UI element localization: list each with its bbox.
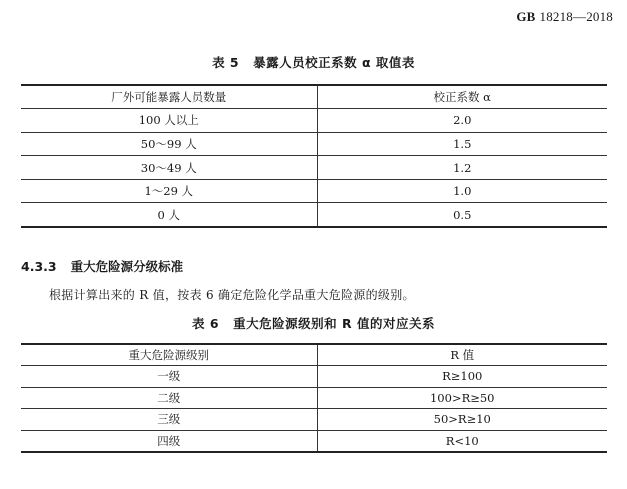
- table-row: [21, 156, 607, 180]
- table-cell: 1.5: [317, 132, 607, 156]
- table6-caption: [0, 314, 627, 332]
- table6-title: 重大危险源级别和 R 值的对应关系: [233, 316, 435, 331]
- section-title: 重大危险源分级标准: [70, 259, 184, 274]
- table-header-row: [21, 85, 607, 109]
- section-heading: [21, 257, 183, 275]
- table5-number: 表 5: [212, 55, 240, 70]
- table-row: [21, 109, 607, 133]
- table-cell: 四级: [21, 430, 317, 452]
- table-header-row: [21, 344, 607, 366]
- table-cell: R≥100: [317, 366, 607, 388]
- standard-prefix: GB: [516, 9, 536, 24]
- body-paragraph: 根据计算出来的 R 值，按表 6 确定危险化学品重大危险源的级别。: [49, 288, 415, 302]
- table-row: [21, 387, 607, 409]
- table-cell: 30～49 人: [21, 156, 317, 180]
- table5-title: 暴露人员校正系数 α 取值表: [253, 55, 415, 70]
- table5-caption: [0, 53, 627, 71]
- column-header: 重大危险源级别: [21, 344, 317, 366]
- table-row: [21, 132, 607, 156]
- column-header: 校正系数 α: [317, 85, 607, 109]
- table-cell: 100>R≥50: [317, 387, 607, 409]
- table-cell: 1～29 人: [21, 179, 317, 203]
- table-cell: 0 人: [21, 203, 317, 227]
- table-cell: 1.2: [317, 156, 607, 180]
- standard-number: 18218—2018: [539, 9, 613, 24]
- table-row: [21, 179, 607, 203]
- table-cell: 100 人以上: [21, 109, 317, 133]
- table-cell: 一级: [21, 366, 317, 388]
- table-cell: 二级: [21, 387, 317, 409]
- table-cell: 2.0: [317, 109, 607, 133]
- section-number: 4.3.3: [21, 259, 57, 274]
- table-cell: 0.5: [317, 203, 607, 227]
- table6-number: 表 6: [192, 316, 220, 331]
- standard-identifier: [516, 9, 613, 25]
- table5: [21, 84, 607, 228]
- table-row: [21, 366, 607, 388]
- column-header: 厂外可能暴露人员数量: [21, 85, 317, 109]
- table-cell: R<10: [317, 430, 607, 452]
- table6: [21, 343, 607, 453]
- table-row: [21, 430, 607, 452]
- table-row: [21, 203, 607, 227]
- table-row: [21, 409, 607, 431]
- table-cell: 50>R≥10: [317, 409, 607, 431]
- column-header: R 值: [317, 344, 607, 366]
- table-cell: 三级: [21, 409, 317, 431]
- table-cell: 1.0: [317, 179, 607, 203]
- table-cell: 50～99 人: [21, 132, 317, 156]
